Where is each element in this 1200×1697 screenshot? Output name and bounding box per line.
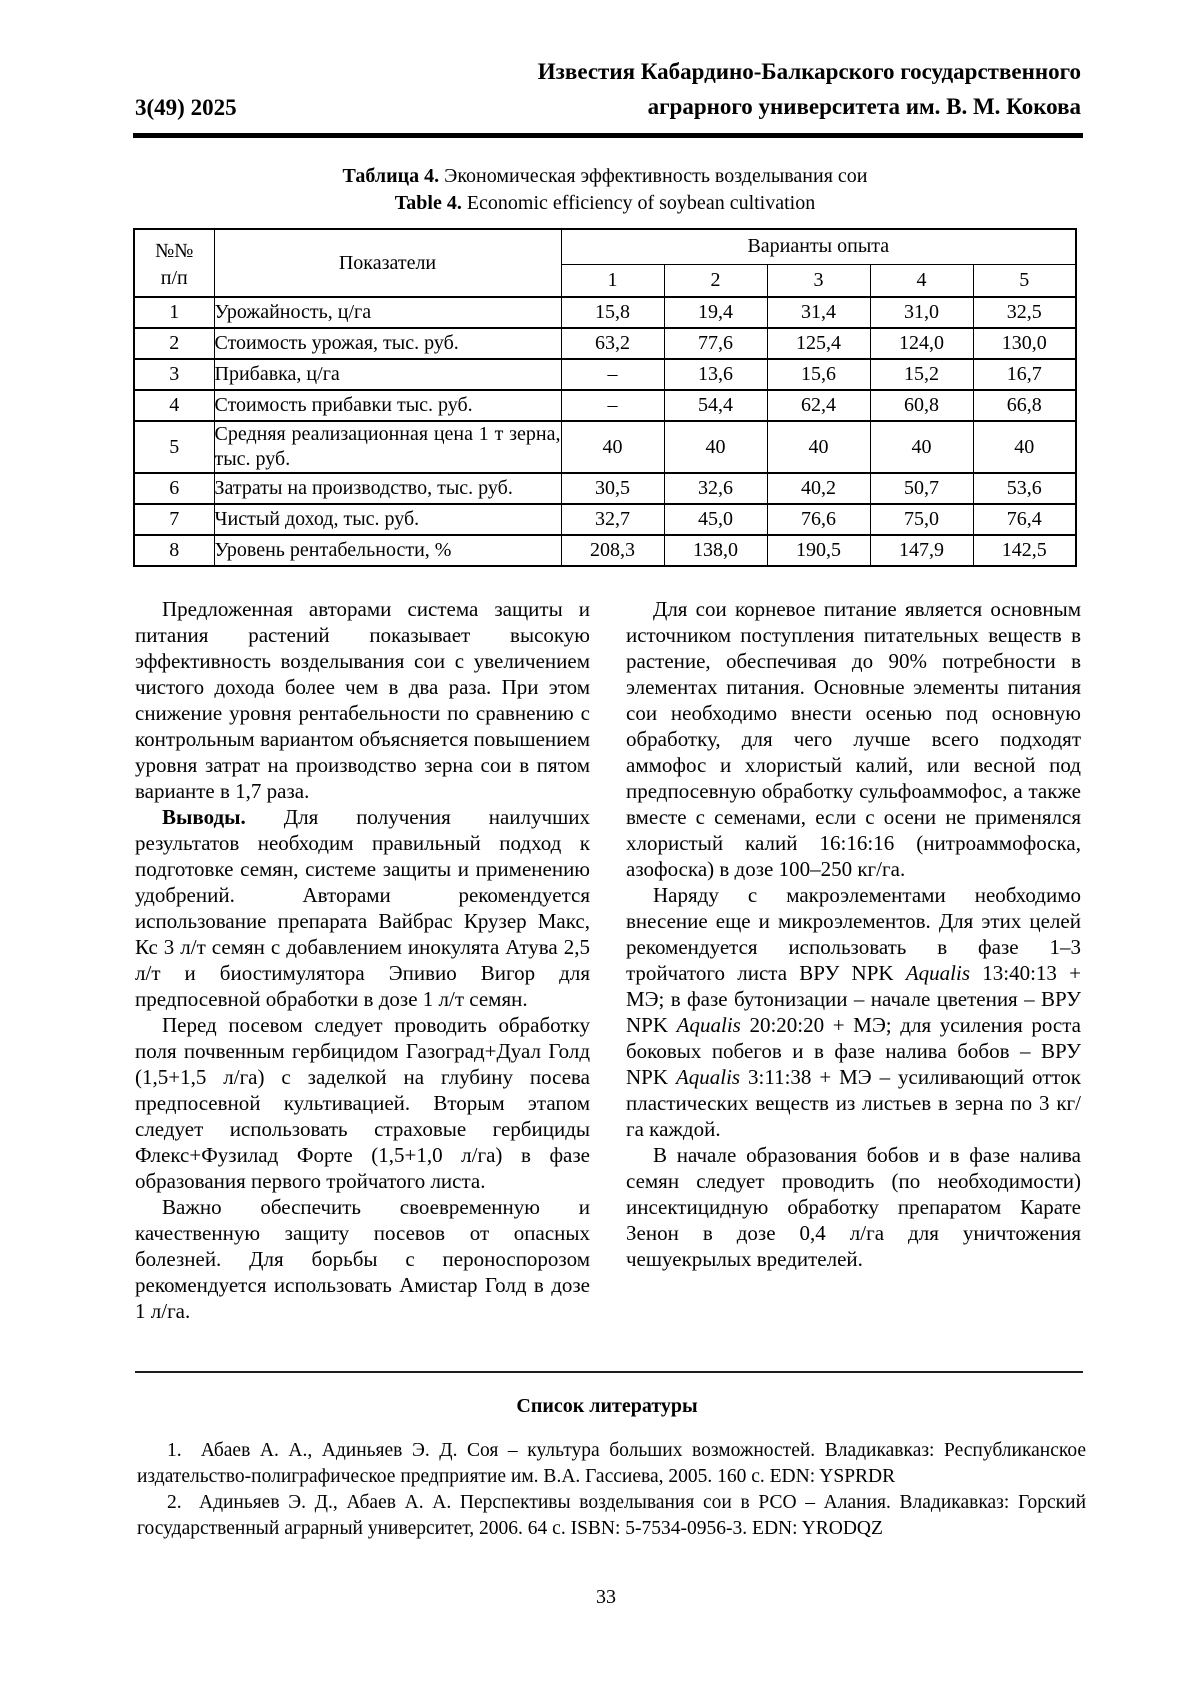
row-value-cell: 40 bbox=[767, 421, 870, 473]
reference-number: 1. bbox=[167, 1440, 201, 1461]
row-number-cell: 3 bbox=[134, 359, 214, 390]
text-run: Предложенная авторами система защиты и питания растений показывает высокую эффективность возделывания сои с увеличением чистого дохода более чем в два раза. При этом снижение уровня рентабельности по сравнению с контрольным вариантом объясняется повышением уровня затрат на производство зерна сои в пятом варианте в 1,7 раза. bbox=[135, 597, 590, 803]
row-value-cell: 208,3 bbox=[561, 535, 664, 566]
references-list bbox=[137, 1438, 1086, 1542]
row-label-cell: Урожайность, ц/га bbox=[214, 297, 561, 328]
row-number-cell: 1 bbox=[134, 297, 214, 328]
reference-item bbox=[137, 1438, 1086, 1490]
reference-item bbox=[137, 1490, 1086, 1542]
row-value-cell: 75,0 bbox=[870, 504, 973, 535]
row-value-cell: 40 bbox=[561, 421, 664, 473]
italic-text-run: Aqualis bbox=[676, 1013, 741, 1037]
table-row bbox=[134, 535, 1076, 566]
row-number-cell: 4 bbox=[134, 390, 214, 421]
table-header-num-line2: п/п bbox=[160, 267, 188, 289]
text-run: 20:20:20 + МЭ; для усиления роста боковых побегов и в фазе налива бобов – ВРУ NPK bbox=[626, 1013, 1081, 1089]
variant-number-cell: 2 bbox=[664, 264, 767, 297]
row-value-cell: 40 bbox=[664, 421, 767, 473]
row-value-cell: 130,0 bbox=[973, 328, 1076, 359]
row-value-cell: 53,6 bbox=[973, 473, 1076, 504]
table-row bbox=[134, 297, 1076, 328]
bold-text-run: Выводы. bbox=[162, 805, 246, 829]
text-run: 3:11:38 + МЭ – усиливающий отток пластических веществ из листьев в зерна по 3 кг/га каждой. bbox=[626, 1065, 1081, 1141]
table-header-cell-variants: Варианты опыта bbox=[561, 229, 1076, 264]
variant-number-cell: 4 bbox=[870, 264, 973, 297]
text-run: 13:40:13 + МЭ; в фазе бутонизации – начале цветения – ВРУ NPK bbox=[626, 961, 1082, 1037]
text-run: Для сои корневое питание является основным источником поступления питательных веществ в растение, обеспечивая до 90% потребности в элементах питания. Основные элементы питания сои необходимо внести осенью под основную обработку, для чего лучше всего подходят аммофос и хлористый калий, или весной под предпосевную обработку сульфоаммофос, а также вместе с семенами, если с осени не применялся хлористый калий 16:16:16 (нитроаммофоска, азофоска) в дозе 100–250 кг/га. bbox=[626, 597, 1081, 881]
row-value-cell: 77,6 bbox=[664, 328, 767, 359]
table-caption-ru-text: Экономическая эффективность возделывания сои bbox=[439, 165, 868, 187]
row-value-cell: 76,6 bbox=[767, 504, 870, 535]
italic-text-run: Aqualis bbox=[905, 961, 970, 985]
journal-title-line-2: аграрного университета им. В. М. Кокова bbox=[647, 94, 1081, 119]
row-value-cell: 32,6 bbox=[664, 473, 767, 504]
results-table-head bbox=[134, 229, 1076, 297]
table-caption bbox=[133, 163, 1077, 217]
row-value-cell: 63,2 bbox=[561, 328, 664, 359]
row-value-cell: 32,5 bbox=[973, 297, 1076, 328]
row-value-cell: 190,5 bbox=[767, 535, 870, 566]
table-row bbox=[134, 328, 1076, 359]
table-caption-en-label: Table 4. bbox=[394, 192, 462, 214]
running-head bbox=[135, 54, 1081, 124]
row-value-cell: 60,8 bbox=[870, 390, 973, 421]
table-row bbox=[134, 473, 1076, 504]
row-value-cell: 62,4 bbox=[767, 390, 870, 421]
table-header-cell-num bbox=[134, 229, 214, 297]
paragraph bbox=[626, 1142, 1081, 1272]
paragraph bbox=[135, 804, 590, 1012]
row-value-cell: 16,7 bbox=[973, 359, 1076, 390]
body-columns bbox=[135, 596, 1081, 1324]
row-label-cell: Стоимость прибавки тыс. руб. bbox=[214, 390, 561, 421]
journal-title bbox=[538, 54, 1081, 124]
row-value-cell: 19,4 bbox=[664, 297, 767, 328]
row-value-cell: – bbox=[561, 359, 664, 390]
reference-text: Адиньяев Э. Д., Абаев А. А. Перспективы возделывания сои в РСО – Алания. Владикавказ: Горский государственный аграрный университет, 2006. 64 с. ISBN: 5-7534-0956-3. EDN: YRODQZ bbox=[137, 1492, 1087, 1539]
row-value-cell: 32,7 bbox=[561, 504, 664, 535]
text-run: Наряду с макроэлементами необходимо внесение еще и микроэлементов. Для этих целей рекомендуется использовать в фазе 1–3 тройчатого листа ВРУ NPK bbox=[626, 883, 1081, 985]
italic-text-run: Aqualis bbox=[675, 1065, 741, 1089]
body-left-column bbox=[135, 596, 590, 1324]
reference-number: 2. bbox=[167, 1492, 199, 1513]
row-value-cell: 147,9 bbox=[870, 535, 973, 566]
table-header-row-1 bbox=[134, 229, 1076, 264]
row-value-cell: – bbox=[561, 390, 664, 421]
results-table-body bbox=[134, 297, 1076, 566]
row-value-cell: 40,2 bbox=[767, 473, 870, 504]
row-number-cell: 2 bbox=[134, 328, 214, 359]
page-number: 33 bbox=[596, 1586, 616, 1608]
row-value-cell: 40 bbox=[870, 421, 973, 473]
row-value-cell: 142,5 bbox=[973, 535, 1076, 566]
row-label-cell: Прибавка, ц/га bbox=[214, 359, 561, 390]
row-label-cell: Затраты на производство, тыс. руб. bbox=[214, 473, 561, 504]
variant-number-cell: 5 bbox=[973, 264, 1076, 297]
table-caption-ru-label: Таблица 4. bbox=[342, 165, 440, 187]
row-value-cell: 54,4 bbox=[664, 390, 767, 421]
references-title: Список литературы bbox=[516, 1395, 698, 1417]
table-row bbox=[134, 504, 1076, 535]
row-number-cell: 8 bbox=[134, 535, 214, 566]
table-row bbox=[134, 390, 1076, 421]
row-label-cell: Стоимость урожая, тыс. руб. bbox=[214, 328, 561, 359]
issue-number: 3(49) 2025 bbox=[135, 95, 237, 120]
row-value-cell: 15,6 bbox=[767, 359, 870, 390]
row-value-cell: 30,5 bbox=[561, 473, 664, 504]
text-run: Важно обеспечить своевременную и качественную защиту посевов от опасных болезней. Для борьбы с пероноспорозом рекомендуется использовать Амистар Голд в дозе 1 л/га. bbox=[135, 1195, 590, 1323]
text-run: Для получения наилучших результатов необходим правильный подход к подготовке семян, системе защиты и применению удобрений. Авторами рекомендуется использование препарата Вайбрас Крузер Макс, Кс 3 л/т семян с добавлением инокулята Атува 2,5 л/т и биостимулятора Эпивио Вигор для предпосевной обработки в дозе 1 л/т семян. bbox=[135, 805, 590, 1011]
row-label-cell: Уровень рентабельности, % bbox=[214, 535, 561, 566]
row-number-cell: 5 bbox=[134, 421, 214, 473]
row-value-cell: 50,7 bbox=[870, 473, 973, 504]
paragraph bbox=[135, 596, 590, 804]
row-value-cell: 124,0 bbox=[870, 328, 973, 359]
table-caption-en-text: Economic efficiency of soybean cultivation bbox=[461, 192, 816, 214]
table-header-cell-indicators: Показатели bbox=[214, 229, 561, 297]
table-row bbox=[134, 421, 1076, 473]
variant-number-cell: 3 bbox=[767, 264, 870, 297]
header-rule bbox=[133, 133, 1083, 138]
row-value-cell: 15,2 bbox=[870, 359, 973, 390]
row-value-cell: 125,4 bbox=[767, 328, 870, 359]
row-number-cell: 7 bbox=[134, 504, 214, 535]
journal-title-line-1: Известия Кабардино-Балкарского государственного bbox=[537, 59, 1081, 84]
results-table bbox=[133, 228, 1077, 567]
variant-number-cell: 1 bbox=[561, 264, 664, 297]
row-value-cell: 15,8 bbox=[561, 297, 664, 328]
table-caption-en bbox=[133, 190, 1077, 217]
row-number-cell: 6 bbox=[134, 473, 214, 504]
paragraph bbox=[626, 596, 1081, 882]
table-caption-ru bbox=[133, 163, 1077, 190]
row-value-cell: 45,0 bbox=[664, 504, 767, 535]
text-run: В начале образования бобов и в фазе налива семян следует проводить (по необходимости) инсектицидную обработку препаратом Карате Зенон в дозе 0,4 л/га для уничтожения чешуекрылых вредителей. bbox=[626, 1143, 1081, 1271]
row-value-cell: 40 bbox=[973, 421, 1076, 473]
table-header-num-line1: №№ bbox=[155, 240, 194, 262]
row-label-cell: Средняя реализационная цена 1 т зерна, тыс. руб. bbox=[214, 421, 561, 473]
text-run: Перед посевом следует проводить обработку поля почвенным гербицидом Газоград+Дуал Голд (1,5+1,5 л/га) с заделкой на глубину посева предпосевной культивацией. Вторым этапом следует использовать страховые гербициды Флекс+Фузилад Форте (1,5+1,0 л/га) в фазе образования первого тройчатого листа. bbox=[135, 1013, 590, 1193]
body-right-column bbox=[626, 596, 1081, 1324]
section-divider bbox=[135, 1371, 1083, 1373]
table-row bbox=[134, 359, 1076, 390]
row-value-cell: 31,4 bbox=[767, 297, 870, 328]
row-value-cell: 13,6 bbox=[664, 359, 767, 390]
row-label-cell: Чистый доход, тыс. руб. bbox=[214, 504, 561, 535]
paragraph bbox=[626, 882, 1081, 1142]
row-value-cell: 138,0 bbox=[664, 535, 767, 566]
row-value-cell: 76,4 bbox=[973, 504, 1076, 535]
row-value-cell: 31,0 bbox=[870, 297, 973, 328]
paragraph bbox=[135, 1194, 590, 1324]
paragraph bbox=[135, 1012, 590, 1194]
row-value-cell: 66,8 bbox=[973, 390, 1076, 421]
reference-text: Абаев А. А., Адиньяев Э. Д. Соя – культура больших возможностей. Владикавказ: Республиканское издательство-полиграфическое предприятие им. В.А. Гассиева, 2005. 160 с. EDN: YSPRDR bbox=[137, 1440, 1087, 1487]
